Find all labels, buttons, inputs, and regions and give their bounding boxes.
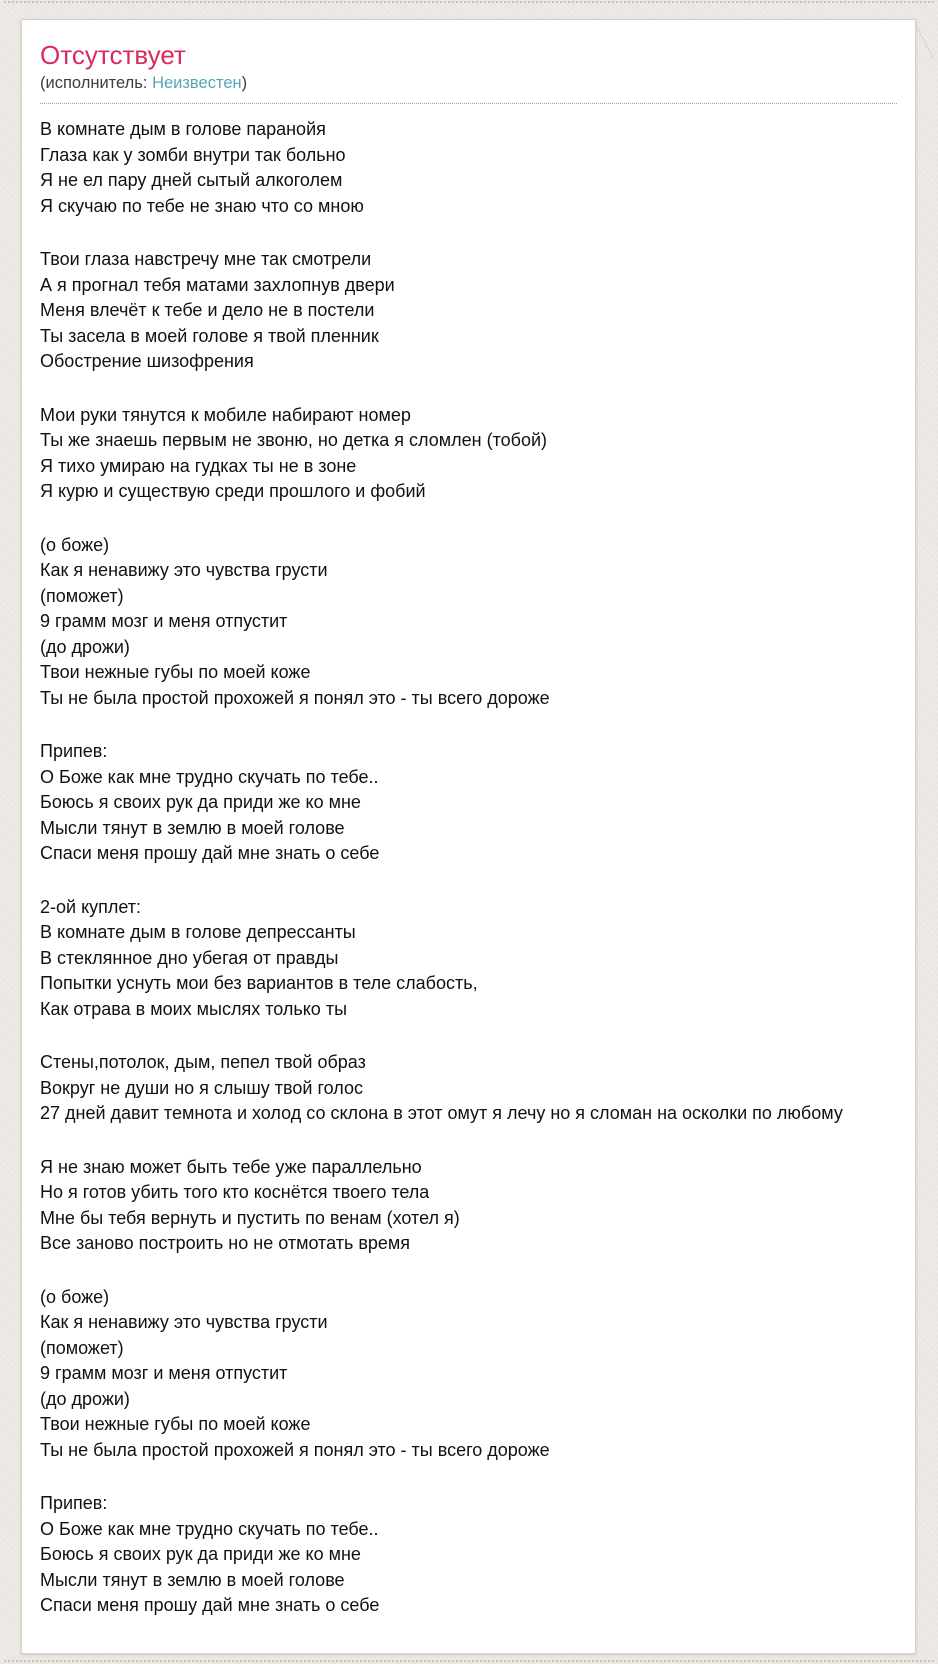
lyrics-stanza — [40, 895, 897, 1023]
lyric-line: Я не ел пару дней сытый алкоголем — [40, 170, 343, 190]
lyric-line: 2-ой куплет: — [40, 896, 142, 917]
lyric-line: Твои нежные губы по моей коже — [40, 1414, 311, 1434]
lyric-line: (о боже) — [40, 534, 110, 555]
lyric-line: Как я ненавижу это чувства грусти — [40, 1312, 328, 1332]
artist-link[interactable]: Неизвестен — [152, 74, 242, 92]
lyrics-stanza — [40, 1491, 897, 1619]
lyric-line: Спаси меня прошу дай мне знать о себе — [40, 843, 380, 863]
lyric-line: Мысли тянут в землю в моей голове — [40, 1569, 345, 1590]
song-title: Отсутствует — [40, 40, 186, 70]
lyric-line: В стеклянное дно убегая от правды — [40, 947, 339, 968]
lyrics-text — [40, 117, 897, 1619]
lyric-line: Как отрава в моих мыслях только ты — [40, 998, 348, 1019]
lyrics-card — [21, 19, 916, 1654]
lyric-line: Мысли тянут в землю в моей голове — [40, 817, 345, 838]
lyric-line: Все заново построить но не отмотать время — [40, 1233, 411, 1253]
lyric-line: Я скучаю по тебе не знаю что со мною — [40, 195, 364, 216]
lyric-line: 9 грамм мозг и меня отпустит — [40, 611, 288, 631]
lyric-line: Боюсь я своих рук да приди же ко мне — [40, 1544, 361, 1564]
lyric-line: Меня влечёт к тебе и дело не в постели — [40, 300, 375, 320]
lyric-line: Ты не была простой прохожей я понял это - ты всего дороже — [40, 687, 550, 708]
lyrics-stanza — [40, 1050, 897, 1127]
lyric-line: Попытки уснуть мои без вариантов в теле слабость, — [40, 973, 478, 993]
lyric-line: Ты же знаешь первым не звоню, но детка я сломлен (тобой) — [40, 430, 547, 450]
lyric-line: Я не знаю может быть тебе уже параллельно — [40, 1156, 422, 1177]
page-top-dotted-border — [4, 1, 934, 3]
lyric-line: (до дрожи) — [40, 636, 130, 657]
lyrics-stanza — [40, 117, 897, 219]
lyrics-stanza — [40, 403, 897, 505]
lyric-line: В комнате дым в голове паранойя — [40, 119, 326, 139]
lyric-line: Вокруг не души но я слышу твой голос — [40, 1077, 363, 1098]
lyric-line: Я курю и существую среди прошлого и фобий — [40, 481, 426, 501]
lyric-line: (до дрожи) — [40, 1388, 130, 1409]
artist-label-suffix: ) — [241, 74, 248, 92]
lyric-line: Стены,потолок, дым, пепел твой образ — [40, 1052, 366, 1072]
artist-line — [40, 73, 897, 94]
lyric-line: Припев: — [40, 1493, 108, 1513]
lyric-line: (о боже) — [40, 1286, 110, 1307]
lyric-line: Глаза как у зомби внутри так больно — [40, 144, 346, 165]
lyric-line: А я прогнал тебя матами захлопнув двери — [40, 274, 395, 295]
lyrics-stanza — [40, 247, 897, 375]
lyric-line: Ты не была простой прохожей я понял это - ты всего дороже — [40, 1439, 550, 1460]
artist-label-prefix: (исполнитель: — [40, 74, 153, 92]
song-header — [40, 40, 897, 104]
lyric-line: Мои руки тянутся к мобиле набирают номер — [40, 404, 411, 425]
lyric-line: Твои глаза навстречу мне так смотрели — [40, 249, 372, 269]
lyrics-stanza — [40, 1285, 897, 1464]
lyric-line: (поможет) — [40, 585, 124, 606]
lyric-line: Но я готов убить того кто коснётся твоего тела — [40, 1182, 430, 1202]
lyric-line: В комнате дым в голове депрессанты — [40, 922, 356, 942]
lyric-line: О Боже как мне трудно скучать по тебе.. — [40, 766, 379, 787]
lyric-line: Боюсь я своих рук да приди же ко мне — [40, 792, 361, 812]
lyric-line: Мне бы тебя вернуть и пустить по венам (хотел я) — [40, 1207, 460, 1228]
lyric-line: 27 дней давит темнота и холод со склона в этот омут я лечу но я сломан на осколки по любому — [40, 1103, 843, 1123]
lyric-line: Я тихо умираю на гудках ты не в зоне — [40, 455, 357, 476]
lyrics-stanza — [40, 739, 897, 867]
lyric-line: Ты засела в моей голове я твой пленник — [40, 325, 379, 346]
lyric-line: (поможет) — [40, 1337, 124, 1358]
lyric-line: Твои нежные губы по моей коже — [40, 662, 311, 682]
lyric-line: О Боже как мне трудно скучать по тебе.. — [40, 1518, 379, 1539]
corner-fold-decoration — [916, 25, 935, 59]
lyric-line: Припев: — [40, 741, 108, 761]
lyric-line: 9 грамм мозг и меня отпустит — [40, 1363, 288, 1383]
lyric-line: Спаси меня прошу дай мне знать о себе — [40, 1595, 380, 1615]
page-bottom-dotted-border — [4, 1660, 934, 1662]
lyrics-stanza — [40, 533, 897, 712]
lyric-line: Обострение шизофрения — [40, 351, 254, 371]
lyric-line: Как я ненавижу это чувства грусти — [40, 560, 328, 580]
lyrics-stanza — [40, 1155, 897, 1257]
